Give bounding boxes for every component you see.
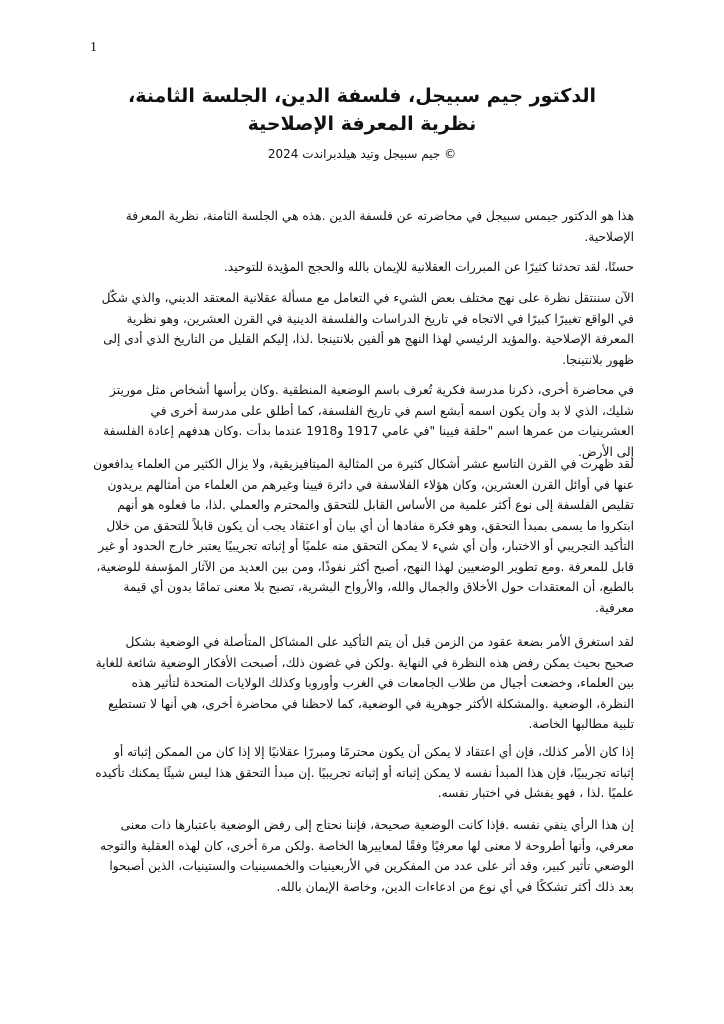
- copyright-line: جيم سبيجل وتيد هيلدبراندت 2024 ©: [267, 147, 457, 161]
- title-line-2: نظرية المعرفة الإصلاحية: [247, 113, 477, 135]
- paragraph-3: الآن سننتقل نظرة على نهج مختلف بعض الشيء في التعامل مع مسألة عقلانية المعتقد الديني، والذي شكّل في الواقع تغييرًا كبيرًا في الاتجاه في تاريخ الدراسات والفلسفة الدينية في القرن العشرين، وهو نظرية المعرفة الإصلاحية .والمؤيد الرئيسي لهذا النهج هو ألفين بلانتينجا .لذا، إليكم القليل من التاريخ الذي أدى إلى ظهور بلانتينجا.: [101, 291, 634, 367]
- paragraph-6: لقد استغرق الأمر بضعة عقود من الزمن قبل أن يتم التأكيد على المشاكل المتأصلة في الوضعية بشكل صحيح بحيث يمكن رفض هذه النظرة في النهاية .ولكن في غضون ذلك، أصبحت الأفكار الوضعية شائعة للغاية بين العلماء، وخضعت أجيال من طلاب الجامعات في الغرب وأوروبا وكذلك الولايات المتحدة لتأثير هذه النظرة، الوضعية .والمشكلة الأكثر جوهرية في الوضعية، كما لاحظنا في محاضرة أخرى، هي أنها لا تستطيع تلبية مطالبها الخاصة.: [95, 635, 634, 731]
- document-title: [60, 82, 664, 138]
- title-line-1: ،الدكتور جيم سبيجل، فلسفة الدين، الجلسة الثامنة: [128, 85, 596, 107]
- paragraph-8: إن هذا الرأي ينفي نفسه .فإذا كانت الوضعية صحيحة، فإننا نحتاج إلى رفض الوضعية باعتبارها ذات معنى معرفي، وأنها أطروحة لا معنى لها معرفيًا وفقًا لمعاييرها الخاصة .ولكن مرة أخرى، كان لهذه العقلية والتوجه الوضعي تأثير كبير، وقد أثر على عدد من المفكرين في الأربعينيات والخمسينيات والستينيات، الذين أصبحوا بعد ذلك أكثر تشككًا في أي نوع من ادعاءات الدين، وخاصة الإيمان بالله.: [99, 818, 634, 894]
- paragraph-5: لقد ظهرت في القرن التاسع عشر أشكال كثيرة من المثالية الميتافيزيقية، ولا يزال الكثير من العلماء يدافعون عنها في أوائل القرن العشرين، وكان هؤلاء الفلاسفة في دائرة فيينا وغيرهم من العلماء من أمثالهم يريدون تقليص الفلسفة إلى نوع أكثر علمية من الأساس القابل للتحقق والمحترم والعملي .لذا، ما فعلوه هو أنهم ابتكروا ما يسمى بمبدأ التحقق، وهو فكرة مفادها أن أي بيان أو اعتقاد يجب أن يكون قابلاً للتحقق من خلال التأكيد التجريبي أو الاختبار، وأن أي شيء لا يمكن التحقق منه علميًا أو إثباته تجريبيًا يعتبر خارج الحدود أو غير قابل للمعرفة .ومع تطوير الوضعيين لهذا النهج، أصبح أكثر نفوذًا، ومن بين العديد من الآثار المؤسفة للوضعية، بالطبع، أن المعتقدات حول الأخلاق والجمال والله، والأرواح البشرية، تصبح بلا معنى تمامًا بدون أي قيمة معرفية.: [93, 457, 634, 615]
- paragraph-2: حسنًا، لقد تحدثنا كثيرًا عن المبررات العقلانية للإيمان بالله والحجج المؤيدة للتوحيد.: [223, 260, 634, 274]
- paragraph-4: في محاضرة أخرى، ذكرنا مدرسة فكرية تُعرف باسم الوضعية المنطقية .وكان يرأسها أشخاص مثل موريتز شليك، الذي لا بد وأن يكون اسمه أبشع اسم في تاريخ الفلسفة، كما أطلق على مدرسة أخرى في العشرينيات من عمرها اسم "حلقة فيينا "في عامي 1917 و1918 عندما بدأت .وكان هدفهم إعادة الفلسفة إلى الأرض.: [103, 383, 634, 459]
- page-number: 1: [90, 40, 97, 55]
- paragraph-intro: هذا هو الدكتور جيمس سبيجل في محاضرته عن فلسفة الدين .هذه هي الجلسة الثامنة، نظرية المعرفة الإصلاحية.: [125, 209, 634, 244]
- paragraph-7: إذا كان الأمر كذلك، فإن أي اعتقاد لا يمكن أن يكون محترمًا ومبررًا عقلانيًا إلا إذا كان من الممكن إثباته أو إثباته تجريبيًا، فإن هذا المبدأ نفسه لا يمكن إثباته أو إثباته تجريبيًا .إن مبدأ التحقق هذا ليس شيئًا يمكنك تأكيده علميًا .لذا ، فهو يفشل في اختبار نفسه.: [95, 745, 634, 800]
